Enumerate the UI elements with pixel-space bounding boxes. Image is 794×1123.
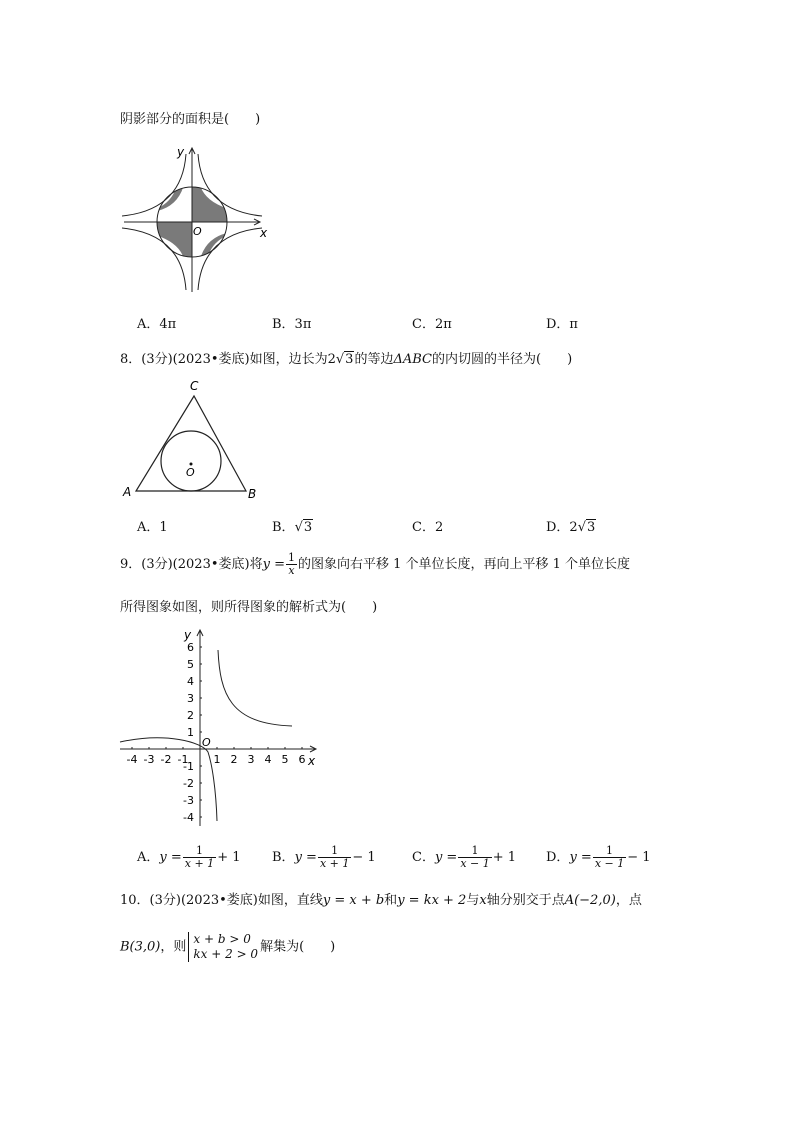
q9-y-tick-label: -2 — [183, 777, 194, 790]
q7-x-label: x — [260, 226, 268, 240]
q8-stem: 8．(3分)(2023•娄底)如图，边长为2√3的等边ΔABC的内切圆的半径为( ) — [120, 352, 573, 367]
q9-y-tick-label: 4 — [187, 675, 194, 688]
q7-shade-q3 — [142, 222, 192, 264]
q9-x-tick-label: -1 — [177, 753, 189, 766]
q8-option-c: C．2 — [412, 520, 444, 535]
q9-option-a: A．y = $\frac{1}{x + 1}$ + 1 — [137, 844, 241, 870]
q9-curve-upper-right — [218, 650, 292, 726]
q9-y-tick-label: 1 — [187, 726, 194, 739]
q9-y-tick-label: -1 — [183, 760, 194, 773]
q9-curve-lower-left — [120, 738, 217, 821]
q7-origin-label: O — [193, 225, 202, 238]
q8-option-d: D．2√3 — [546, 520, 596, 535]
q8-figure — [120, 376, 270, 501]
q8-option-b: B．√3 — [272, 520, 313, 535]
q7-option-a: A．4π — [137, 317, 177, 332]
q9-x-label: x — [308, 754, 316, 768]
q8-incircle — [161, 431, 221, 491]
q8-label-a: A — [123, 485, 132, 499]
q9-x-tick-label: -3 — [143, 753, 155, 766]
q9-x-tick-label: 1 — [213, 753, 221, 766]
q9-x-tick-label: 3 — [247, 753, 255, 766]
q9-origin-label: O — [202, 736, 211, 749]
q10-system: x + b > 0 kx + 2 > 0 — [188, 932, 258, 962]
q9-y-tick-label: -3 — [183, 794, 194, 807]
q7-stem: 阴影部分的面积是( ) — [120, 112, 261, 127]
q9-option-d: D．y = $\frac{1}{x - 1}$ − 1 — [546, 844, 651, 870]
q7-figure — [122, 140, 282, 300]
q9-y-tick-label: 6 — [187, 641, 194, 654]
q7-shade-q1 — [192, 180, 242, 222]
q8-label-b: B — [248, 487, 257, 501]
q7-option-d: D．π — [546, 317, 578, 332]
q9-x-tick-label: 4 — [264, 753, 272, 766]
q9-stem-line2: 所得图象如图，则所得图象的解析式为( ) — [120, 600, 378, 615]
q9-x-tick-label: -4 — [126, 753, 138, 766]
q9-y-tick-label: 5 — [187, 658, 194, 671]
q9-x-tick-label: 6 — [298, 753, 306, 766]
q9-x-tick-label: -2 — [160, 753, 172, 766]
q9-stem-line1: 9．(3分)(2023•娄底)将y = $\frac{1}{x}$ 的图象向右平移 1 个单位长度，再向上平移 1 个单位长度 — [120, 551, 631, 577]
q9-y-tick-label: -4 — [183, 811, 194, 824]
q9-y-label: y — [184, 628, 192, 642]
q9-y-tick-label: 2 — [187, 709, 194, 722]
q10-stem-line2: B(3,0)，则 x + b > 0 kx + 2 > 0 解集为( ) — [120, 932, 336, 961]
q7-hyperbola-q2 — [122, 154, 186, 216]
q9-x-tick-label: 2 — [230, 753, 238, 766]
q9-option-c: C．y = $\frac{1}{x - 1}$ + 1 — [412, 844, 517, 870]
q10-stem-line1: 10．(3分)(2023•娄底)如图，直线y = x + b和y = kx + 2与x轴分别交于点A(−2,0)，点 — [120, 893, 642, 908]
q8-label-c: C — [190, 379, 199, 393]
q9-graph — [116, 624, 326, 829]
q7-option-c: C．2π — [412, 317, 452, 332]
q9-x-tick-label: 5 — [281, 753, 289, 766]
q9-option-b: B．y = $\frac{1}{x + 1}$ − 1 — [272, 844, 376, 870]
q7-y-label: y — [177, 145, 185, 159]
q8-label-o: O — [186, 466, 195, 479]
q9-y-tick-label: 3 — [187, 692, 194, 705]
q8-option-a: A．1 — [137, 520, 168, 535]
q7-option-b: B．3π — [272, 317, 312, 332]
q7-hyperbola-q4 — [198, 228, 262, 290]
